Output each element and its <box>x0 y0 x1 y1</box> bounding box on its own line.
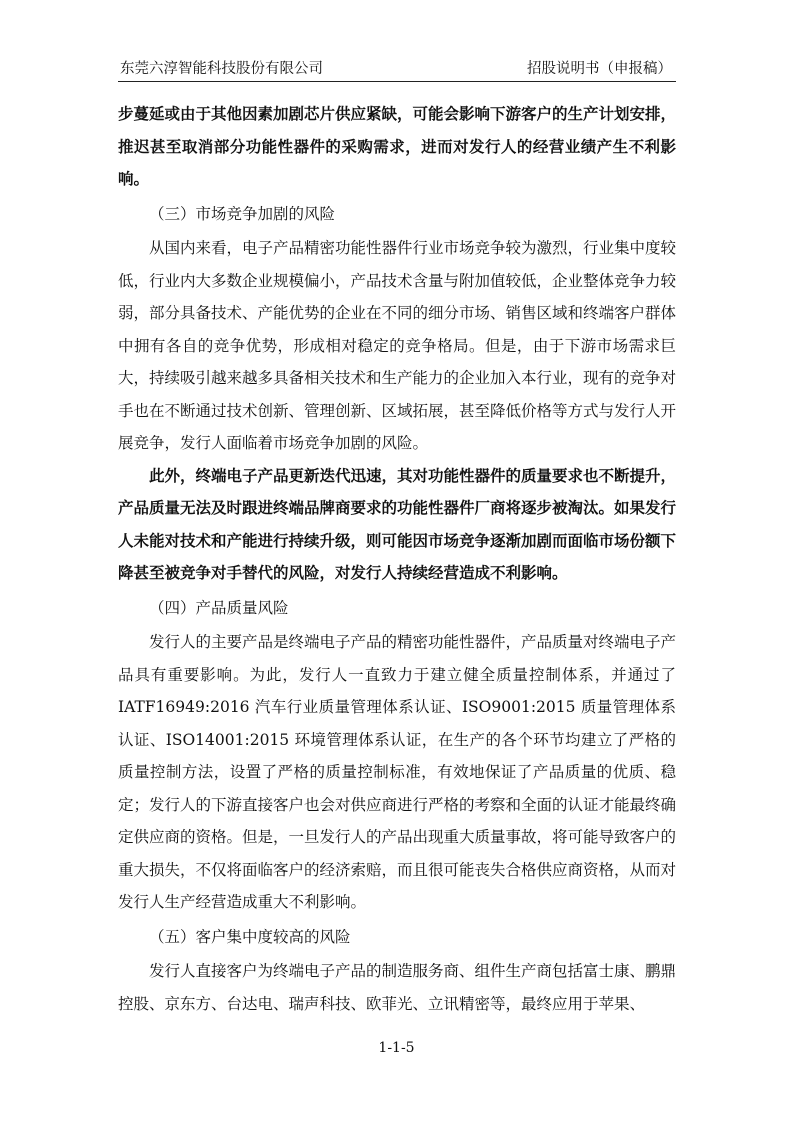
paragraph-market-competition: 从国内来看，电子产品精密功能性器件行业市场竞争较为激烈，行业集中度较低，行业内大多数企业规模偏小，产品技术含量与附加值较低，企业整体竞争力较弱，部分具备技术、产能优势的企业在不同的细分市场、销售区域和终端客户群体中拥有各自的竞争优势，形成相对稳定的竞争格局。但是，由于下游市场需求巨大，持续吸引越来越多具备相关技术和生产能力的企业加入本行业，现有的竞争对手也在不断通过技术创新、管理创新、区域拓展，甚至降低价格等方式与发行人开展竞争，发行人面临着市场竞争加剧的风险。 <box>118 239 677 452</box>
paragraph-product-quality: 发行人的主要产品是终端电子产品的精密功能性器件，产品质量对终端电子产品具有重要影响。为此，发行人一直致力于建立健全质量控制体系，并通过了IATF16949:2016 汽车行业质量管理体系认证、ISO9001:2015 质量管理体系认证、ISO14001:2015 环境管理体系认证，在生产的各个环节均建立了严格的质量控制方法，设置了严格的质量控制标准，有效地保证了产品质量的优质、稳定；发行人的下游直接客户也会对供应商进行严格的考察和全面的认证才能最终确定供应商的资格。但是，一旦发行人的产品出现重大质量事故，将可能导致客户的重大损失，不仅将面临客户的经济索赔，而且很可能丧失合格供应商资格，从而对发行人生产经营造成重大不利影响。 <box>118 633 677 911</box>
header-company-name: 东莞六淳智能科技股份有限公司 <box>120 61 323 77</box>
section-heading-customer-concentration: （五）客户集中度较高的风险 <box>149 927 351 946</box>
paragraph-customer-concentration: 发行人直接客户为终端电子产品的制造服务商、组件生产商包括富士康、鹏鼎控股、京东方、台达电、瑞声科技、欧菲光、立讯精密等，最终应用于苹果、 <box>118 962 677 1013</box>
section-heading-product-quality: （四）产品质量风险 <box>149 598 289 617</box>
page-header <box>118 55 676 82</box>
header-document-type: 招股说明书（申报稿） <box>527 61 672 77</box>
paragraph-supply-risk-continued: 步蔓延或由于其他因素加剧芯片供应紧缺，可能会影响下游客户的生产计划安排，推迟甚至取消部分功能性器件的采购需求，进而对发行人的经营业绩产生不利影响。 <box>118 104 677 188</box>
paragraph-market-competition-emphasis: 此外，终端电子产品更新迭代迅速，其对功能性器件的质量要求也不断提升，产品质量无法及时跟进终端品牌商要求的功能性器件厂商将逐步被淘汰。如果发行人未能对技术和产能进行持续升级，则可能因市场竞争逐渐加剧而面临市场份额下降甚至被竞争对手替代的风险，对发行人持续经营造成不利影响。 <box>118 465 677 582</box>
page-body <box>118 98 676 1020</box>
page-number: 1-1-5 <box>378 1040 415 1056</box>
section-heading-market-competition: （三）市场竞争加剧的风险 <box>149 204 336 223</box>
